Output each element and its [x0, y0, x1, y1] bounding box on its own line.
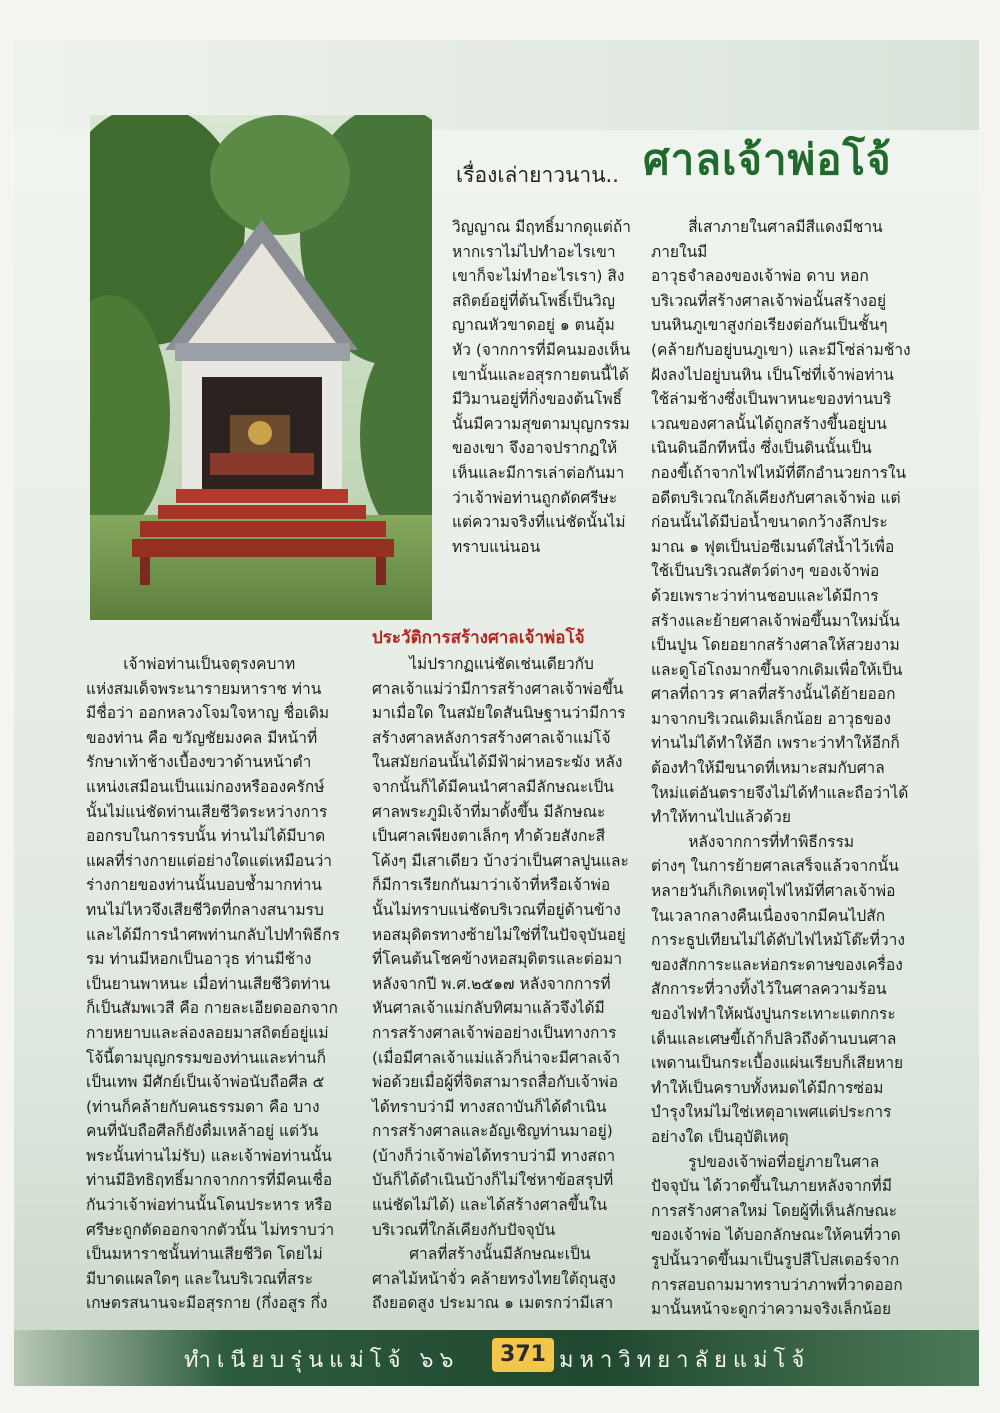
text-line: หันศาลเจ้าแม่กลับทิศมาแล้วจึงได้มี	[372, 999, 605, 1018]
text-line: ก็มีการเรียกกันมาว่าเจ้าที่หรือเจ้าพ่อ	[372, 876, 611, 895]
text-line: ร่างกายของท่านนั้นบอบช้ำมากท่าน	[86, 876, 322, 895]
text-line: ของสักการะและห่อกระดาษของเครื่อง	[651, 955, 903, 974]
column-a	[86, 652, 356, 1316]
footer-directory-title: ทำเนียบรุ่นแม่โจ้ ๖๖	[184, 1348, 460, 1373]
text-line: ไม่ปรากฏแน่ชัดเช่นเดียวกับ	[409, 655, 594, 673]
text-line: เขาก็จะไม่ทำอะไรเรา) สิง	[452, 267, 625, 286]
text-line: ปัจจุบัน ได้วาดขึ้นในภายหลังจากที่มี	[651, 1177, 892, 1196]
text-line: ทราบแน่นอน	[452, 537, 541, 556]
article-title	[450, 125, 950, 195]
text-line: เกษตรสนานจะมีอสุรกาย (กึ่งอสูร กึ่ง	[86, 1294, 328, 1313]
text-line: ทำให้เป็นคราบทั้งหมดได้มีการซ่อม	[651, 1078, 884, 1097]
footer-university-name: มหาวิทยาลัยแม่โจ้	[559, 1348, 811, 1373]
text-line: การสร้างศาลเจ้าพ่ออย่างเป็นทางการ	[372, 1023, 617, 1042]
column-b-top	[452, 215, 672, 559]
text-line: ของเขา จึงอาจปรากฏให้	[452, 439, 618, 458]
text-line: มาณ ๑ ฟุตเป็นบ่อซีเมนต์ใส่น้ำไว้เพื่อ	[651, 537, 895, 556]
text-line: มีวิมานอยู่ที่กิ่งของต้นโพธิ์	[452, 390, 623, 409]
text-line: การสร้างศาลและอัญเชิญท่านมาอยู่)	[372, 1122, 613, 1141]
text-line: มีบาดแผลใดๆ และในบริเวณที่สระ	[86, 1269, 314, 1288]
text-line: บริเวณที่ใกล้เคียงกับปัจจุบัน	[372, 1220, 556, 1239]
text-line: พ่อด้วยเมื่อผู้ที่จิตสามารถสื่อกับเจ้าพ่อ	[372, 1073, 619, 1092]
column-b-bottom	[372, 652, 640, 1316]
page-footer	[14, 1330, 979, 1386]
text-line: นั้นไม่ทราบแน่ชัดบริเวณที่อยู่ด้านข้าง	[372, 900, 621, 919]
text-line: (เมื่อมีศาลเจ้าแม่แล้วก็น่าจะมีศาลเจ้า	[372, 1048, 621, 1067]
text-line: เวณของศาลนั้นได้ถูกสร้างขึ้นอยู่บน	[651, 414, 887, 433]
title-lead: เรื่องเล่ายาวนาน..	[456, 163, 619, 187]
text-line: สถิตย์อยู่ที่ต้นโพธิ์เป็นวิญ	[452, 291, 615, 310]
text-line: หอสมุดิตรทางซ้ายไม่ใช่ที่ในปัจจุบันอยู่	[372, 925, 626, 944]
text-line: ที่โคนต้นโชคข้างหอสมุดิตรและต่อมา	[372, 950, 623, 969]
text-line: ว่าเจ้าพ่อท่านถูกตัดศรีษะ	[452, 488, 618, 507]
text-line: ของเจ้าพ่อ ได้บอกลักษณะให้คนที่วาด	[651, 1226, 901, 1245]
text-line: ศาลไม้หน้าจั่ว คล้ายทรงไทยใต้ถุนสูง	[372, 1269, 616, 1288]
text-line: เด็นและเศษขี้เถ้าก็ปลิวถึงด้านบนศาล	[651, 1029, 897, 1048]
text-line: นั้นมีความสุขตามบุญกรรม	[452, 414, 630, 433]
text-line: บันก็ได้ดำเนินบ้างก็ไม่ใช่หาข้อสรุปที่	[372, 1171, 614, 1190]
text-line: ศาลพระภูมิเจ้าที่มาตั้งขึ้น มีลักษณะ	[372, 802, 606, 821]
text-line: โจ้นี้ตามบุญกรรมของท่านและท่านก็	[86, 1048, 326, 1067]
text-line: ออกรบในการรบนั้น ท่านไม่ได้มีบาด	[86, 827, 326, 846]
text-line: ใช้ล่ามช้างซึ่งเป็นพาหนะของท่านบริ	[651, 390, 892, 409]
text-line: แต่ความจริงที่แน่ชัดนั้นไม่	[452, 513, 626, 532]
text-line: ด้วยเพราะว่าท่านชอบและได้มีการ	[651, 586, 879, 605]
text-line: เพดานเป็นกระเบื้องแผ่นเรียบก็เสียหาย	[651, 1054, 904, 1073]
page-number: 371	[492, 1338, 554, 1372]
text-line: สร้างศาลหลังการสร้างศาลเจ้าแม่โจ้	[372, 728, 611, 747]
text-line: พระนั้นท่านไม่รับ) และเจ้าพ่อท่านนั้น	[86, 1146, 332, 1165]
column-c	[651, 215, 921, 1322]
text-line: และได้มีการนำศพท่านกลับไปทำพิธีกร	[86, 925, 340, 944]
text-line: ท่านมีอิทธิฤทธิ์มากจากการที่มีคนเชื่อ	[86, 1171, 333, 1190]
text-line: อาวุธจำลองของเจ้าพ่อ ดาบ หอก	[651, 267, 869, 286]
text-line: หลังจากปี พ.ศ.๒๕๑๗ หลังจากการที่	[372, 974, 611, 993]
text-line: กันว่าเจ้าพ่อท่านนั้นโดนประหาร หรือ	[86, 1196, 333, 1215]
text-line: อย่างใด เป็นอุบัติเหตุ	[651, 1127, 789, 1146]
text-line: ศาลเจ้าแม่ว่ามีการสร้างศาลเจ้าพ่อขึ้น	[372, 679, 624, 698]
text-line: หากเราไม่ไปทำอะไรเขา	[452, 242, 616, 261]
text-line: ทำให้ทานไปแล้วด้วย	[651, 808, 791, 827]
text-line: แห่งสมเด็จพระนารายมหาราช ท่าน	[86, 679, 322, 698]
text-line: บริเวณที่สร้างศาลเจ้าพ่อนั้นสร้างอยู่	[651, 291, 887, 310]
shrine-photo	[90, 115, 432, 620]
text-line: ฝังลงไปอยู่บนหิน เป็นโซ่ที่เจ้าพ่อท่าน	[651, 365, 894, 384]
text-line: เจ้าพ่อท่านเป็นจตุรงคบาท	[123, 655, 296, 673]
text-line: ใหม่แต่อันตรายจึงไม่ได้ทำและถือว่าได้	[651, 783, 909, 802]
text-line: การะธูปเทียนไม่ได้ดับไฟไหม้โต๊ะที่วาง	[651, 931, 905, 950]
text-line: แหน่งเสมือนเป็นแม่กองหรือองครักษ์	[86, 777, 325, 796]
text-line: แผลที่ร่างกายแต่อย่างใดแต่เหมือนว่า	[86, 851, 333, 870]
text-line: ในเวลากลางคืนเนื่องจากมีคนไปสัก	[651, 906, 886, 925]
text-line: ได้ทราบว่ามี ทางสถาบันก็ได้ดำเนิน	[372, 1097, 607, 1116]
title-main: ศาลเจ้าพ่อโจ้	[643, 135, 892, 184]
text-line: บนหินภูเขาสูงก่อเรียงต่อกันเป็นชั้นๆ	[651, 316, 888, 335]
text-line: รูปของเจ้าพ่อที่อยู่ภายในศาล	[688, 1152, 880, 1171]
text-line: มานั้นหน้าจะดูกว่าความจริงเล็กน้อย	[651, 1300, 892, 1319]
text-line: กองขี้เถ้าจากไฟไหม้ที่ตึกอำนวยการใน	[651, 463, 907, 482]
text-line: ถึงยอดสูง ประมาณ ๑ เมตรกว่ามีเสา	[372, 1294, 614, 1313]
text-line: ใช้เป็นบริเวณสัตว์ต่างๆ ของเจ้าพ่อ	[651, 562, 880, 581]
text-line: หลายวันก็เกิดเหตุไฟไหม้ที่ศาลเจ้าพ่อ	[651, 882, 896, 901]
text-line: วิญญาณ มีฤทธิ์มากดุแต่ถ้า	[452, 218, 631, 236]
text-line: มีชื่อว่า ออกหลวงโจมใจหาญ ชื่อเดิม	[86, 704, 330, 723]
text-line: เป็นยานพาหนะ เมื่อท่านเสียชีวิตท่าน	[86, 974, 331, 993]
text-line: นั้นไม่แน่ชัดท่านเสียชีวิตระหว่างการ	[86, 802, 328, 821]
text-line: ญาณหัวขาดอยู่ ๑ ตนอุ้ม	[452, 316, 615, 335]
text-line: คนที่นับถือศีลก็ยังดื่มเหล้าอยู่ แต่วัน	[86, 1122, 319, 1141]
text-line: สักการะที่วางทิ้งไว้ในศาลความร้อน	[651, 980, 887, 999]
text-line: มาจากบริเวณเดิมเล็กน้อย อาวุธของ	[651, 709, 891, 728]
text-line: การสอบถามมาทราบว่าภาพที่วาดออก	[651, 1275, 903, 1294]
text-line: สร้างและย้ายศาลเจ้าพ่อขึ้นมาใหม่นั้น	[651, 611, 900, 630]
text-line: ในสมัยก่อนนั้นได้มีฟ้าผ่าหอระฆัง หลัง	[372, 753, 623, 772]
text-line: ต้องทำให้มีขนาดที่เหมาะสมกับศาล	[651, 759, 885, 778]
text-line: ก่อนนั้นได้มีบ่อน้ำขนาดกว้างลึกประ	[651, 513, 888, 532]
section-heading: ประวัติการสร้างศาลเจ้าพ่อโจ้	[372, 628, 585, 648]
text-line: หัว (จากการที่มีคนมองเห็น	[452, 340, 631, 359]
text-line: ศรีษะถูกตัดออกจากตัวนั้น ไม่ทราบว่า	[86, 1220, 335, 1239]
text-line: เป็นปูน โดยอยากสร้างศาลให้สวยงาม	[651, 636, 900, 655]
text-line: และดูโอ่โถงมากขึ้นจากเดิมเพื่อให้เป็น	[651, 660, 903, 679]
text-line: รม ท่านมีหอกเป็นอาวุธ ท่านมีช้าง	[86, 950, 312, 969]
text-line: ก็เป็นสัมพเวสี คือ กายละเอียดออกจาก	[86, 999, 338, 1018]
text-line: โค้งๆ มีเสาเดียว บ้างว่าเป็นศาลปูนและ	[372, 851, 629, 870]
text-line: เป็นเทพ มีศักย์เป็นเจ้าพ่อนับถือศีล ๕	[86, 1073, 325, 1092]
text-line: ต่างๆ ในการย้ายศาลเสร็จแล้วจากนั้น	[651, 857, 899, 876]
text-line: เนินดินอีกทีหนึ่ง ซึ่งเป็นดินนั้นเป็น	[651, 439, 872, 458]
text-line: การสร้างศาลใหม่ โดยผู้ที่เห็นลักษณะ	[651, 1201, 898, 1220]
text-line: รักษาเท้าช้างเบื้องขวาด้านหน้าตำ	[86, 753, 312, 772]
text-line: ทนไม่ไหวจึงเสียชีวิตที่กลางสนามรบ	[86, 900, 324, 919]
text-line: เป็นมหาราชนั้นท่านเสียชีวิต โดยไม่	[86, 1245, 323, 1264]
text-line: ท่านไม่ได้ทำให้อีก เพราะว่าทำให้อีกก็	[651, 734, 900, 753]
text-line: อดีตบริเวณใกล้เคียงกับศาลเจ้าพ่อ แต่	[651, 488, 901, 507]
text-line: มาเมื่อใด ในสมัยใดสันนิษฐานว่ามีการ	[372, 704, 626, 723]
text-line: ของท่าน คือ ขวัญชัยมงคล มีหน้าที่	[86, 728, 318, 747]
text-line: ศาลที่ถาวร ศาลที่สร้างนั้นได้ย้ายออก	[651, 685, 896, 704]
text-line: เขานั้นและอสุรกายตนนี้ได้	[452, 365, 629, 384]
text-line: ศาลที่สร้างนั้นมีลักษณะเป็น	[409, 1245, 591, 1264]
text-line: เป็นศาลเพียงตาเล็กๆ ทำด้วยสังกะสี	[372, 827, 606, 846]
text-line: (ท่านก็คล้ายกับคนธรรมดา คือ บาง	[86, 1097, 320, 1116]
text-line: บำรุงใหม่ไม่ใช่เหตุอาเพศแต่ประการ	[651, 1103, 892, 1122]
text-line: แน่ชัดไม่ได้) และได้สร้างศาลขึ้นใน	[372, 1196, 608, 1215]
text-line: รูปนั้นวาดขึ้นมาเป็นรูปสีโปสเตอร์จาก	[651, 1250, 900, 1269]
text-line: (คล้ายกับอยู่บนภูเขา) และมีโซ่ล่ามช้าง	[651, 340, 911, 359]
text-line: หลังจากการที่ทำพิธีกรรม	[688, 832, 855, 851]
text-line: จากนั้นก็ได้มีคนนำศาลมีลักษณะเป็น	[372, 777, 614, 796]
text-line: (บ้างก็ว่าเจ้าพ่อได้ทราบว่ามี ทางสถา	[372, 1146, 616, 1165]
text-line: สี่เสาภายในศาลมีสีแดงมีชานภายในมี	[651, 218, 883, 261]
text-line: ของไฟทำให้ผนังปูนกระเทาะแตกกระ	[651, 1005, 896, 1023]
text-line: กายหยาบและล่องลอยมาสถิตย์อยู่แม่	[86, 1023, 329, 1042]
text-line: เห็นและมีการเล่าต่อกันมา	[452, 463, 625, 482]
